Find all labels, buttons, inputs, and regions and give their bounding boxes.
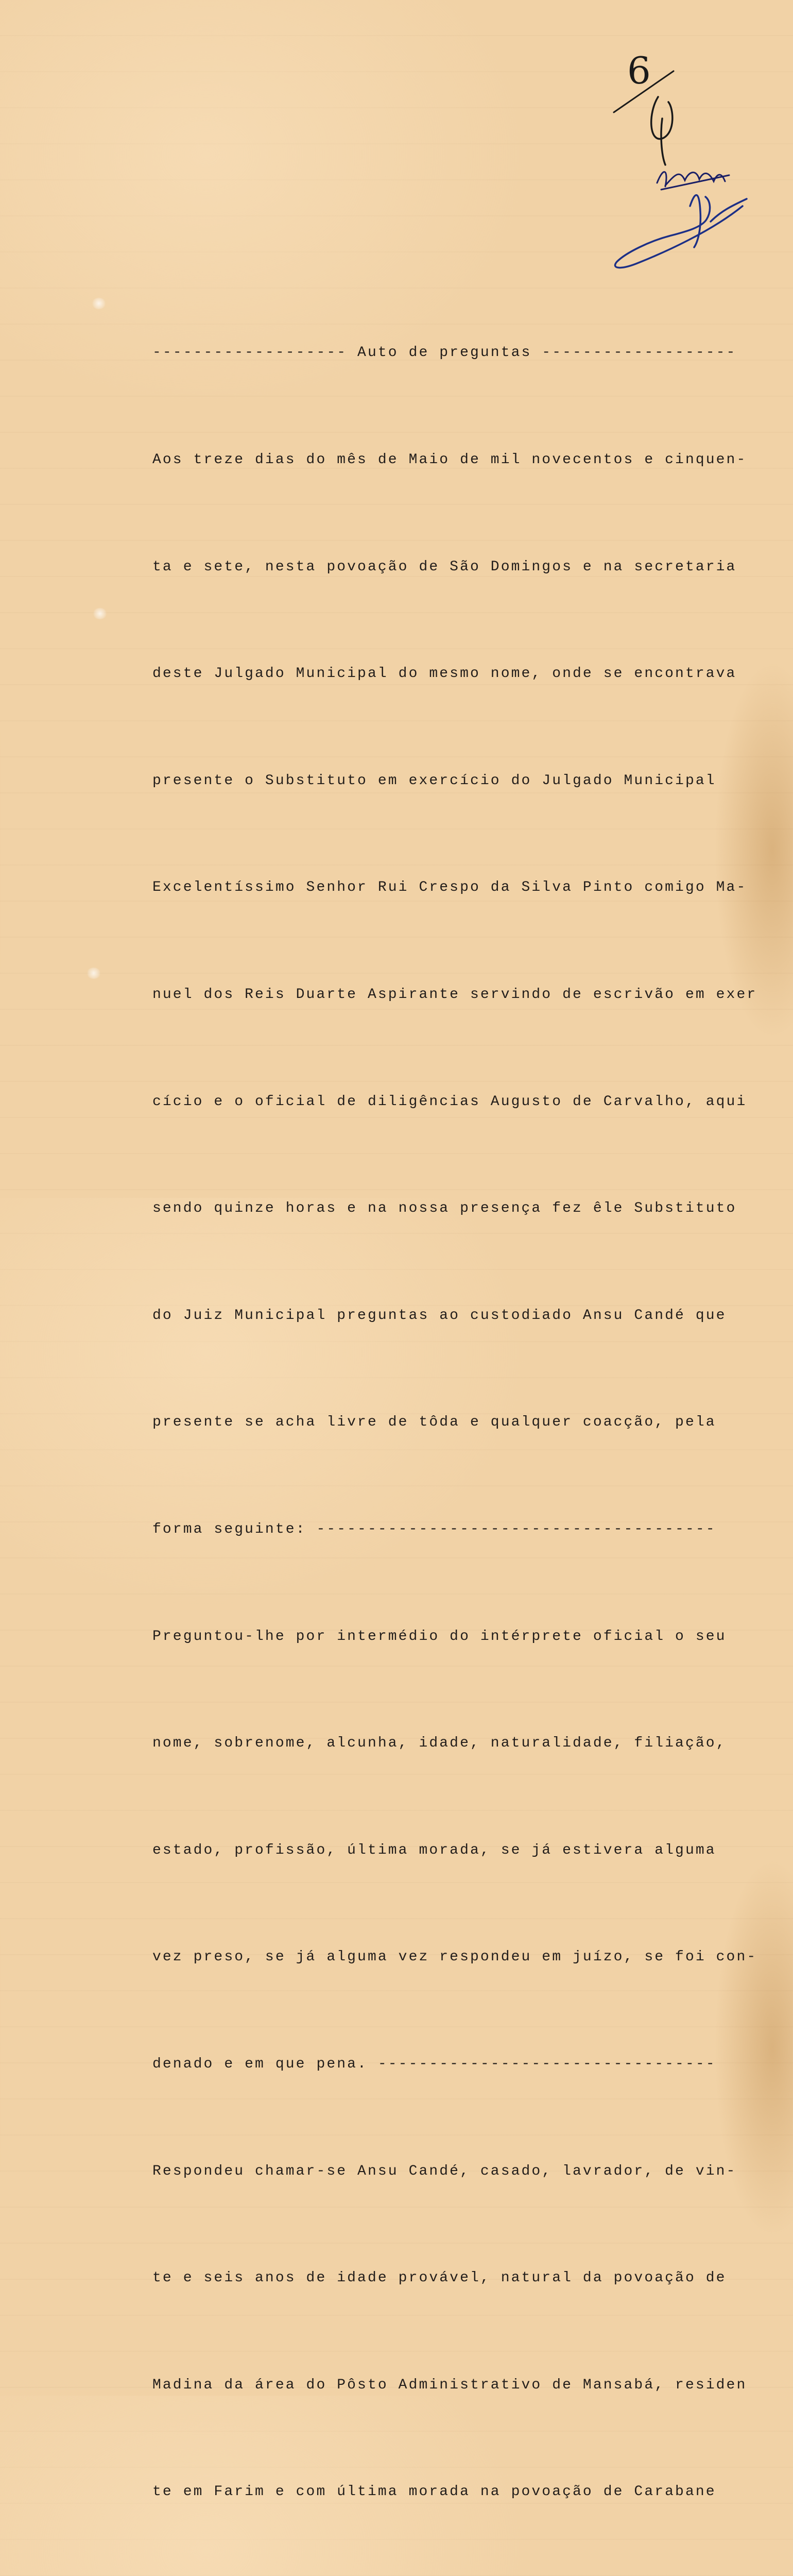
text-line: sendo quinze horas e na nossa presença fez êle Substituto [152,1200,737,1217]
handwritten-page-number-and-signatures [608,36,762,268]
text-line: vez preso, se já alguma vez respondeu em juízo, se foi con- [152,1949,757,1965]
text-line: presente se acha livre de tôda e qualquer coacção, pela [152,1414,716,1431]
text-line: Excelentíssimo Senhor Rui Crespo da Silva Pinto comigo Ma- [152,879,747,896]
handwritten-page-number: 6 [627,49,651,92]
text-line: do Juiz Municipal preguntas ao custodiado Ansu Candé que [152,1307,727,1324]
text-line: nome, sobrenome, alcunha, idade, naturalidade, filiação, [152,1735,727,1752]
text-line: nuel dos Reis Duarte Aspirante servindo de escrivão em exer [152,986,757,1003]
text-line: Madina da área do Pôsto Administrativo de Mansabá, residen [152,2377,747,2393]
text-line: te em Farim e com última morada na povoação de Carabane [152,2484,716,2500]
text-line: estado, profissão, última morada, se já estivera alguma [152,1842,716,1858]
text-line: te e seis anos de idade provável, natural da povoação de [152,2270,727,2286]
text-line: deste Julgado Municipal do mesmo nome, onde se encontrava [152,666,737,682]
text-line: Aos treze dias do mês de Maio de mil novecentos e cinquen- [152,452,747,468]
document-title-line: ------------------- Auto de preguntas ------------------- [152,345,737,361]
punch-hole-mark [87,968,101,979]
text-line: denado e em que pena. --------------------------------- [152,2056,716,2072]
handwritten-annotations [608,36,762,268]
text-line: forma seguinte: --------------------------------------- [152,1521,716,1537]
typed-document-body [152,264,765,2576]
text-line: cício e o oficial de diligências Augusto de Carvalho, aqui [152,1093,747,1110]
text-line: ta e sete, nesta povoação de São Domingos e na secretaria [152,558,737,575]
punch-hole-mark [93,608,107,619]
text-line: Respondeu chamar-se Ansu Candé, casado, lavrador, de vin- [152,2163,737,2179]
punch-hole-mark [92,298,106,309]
text-line: presente o Substituto em exercício do Julgado Municipal [152,772,716,789]
text-line: Preguntou-lhe por intermédio do intérprete oficial o seu [152,1628,727,1645]
